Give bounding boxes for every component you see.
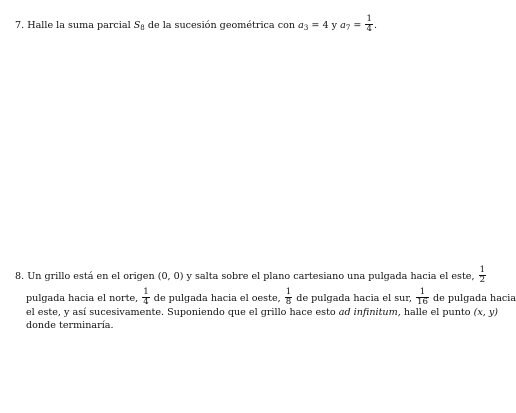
a7-index: 7 [345, 24, 351, 33]
partial-sum-symbol: S [133, 20, 141, 32]
problem-8-line-4-text: donde terminaría. [26, 320, 114, 331]
fraction-denominator: 4 [366, 24, 372, 35]
problem-8-line-1-text: Un grillo está en el origen (0, 0) y salta sobre el plano cartesiano una pulgada hacia el este, [27, 271, 475, 283]
fraction-denominator: 16 [416, 297, 428, 308]
fraction-one-quarter [365, 15, 372, 34]
partial-sum-index: 8 [140, 24, 145, 33]
problem-7 [15, 16, 460, 35]
a7-equals: = [353, 20, 362, 32]
point-xy: (x, y) [473, 307, 499, 318]
fraction-denominator: 2 [479, 275, 486, 286]
problem-8-line-2-a: pulgada hacia el norte, [26, 293, 139, 305]
fraction-numerator: 1 [285, 287, 292, 297]
fraction-one-quarter [142, 288, 149, 307]
fraction-numerator: 1 [366, 14, 372, 24]
fraction-denominator: 4 [143, 297, 149, 308]
problem-7-text-b: de la sucesión geométrica con [147, 20, 296, 32]
fraction-numerator: 1 [416, 288, 429, 298]
problem-7-end: . [373, 20, 378, 32]
fraction-numerator: 1 [143, 287, 149, 297]
fraction-numerator: 1 [479, 265, 486, 275]
problem-7-text-a: Halle la suma parcial [27, 20, 131, 32]
a7-symbol: a [340, 20, 346, 32]
problem-8-line-2 [26, 289, 516, 308]
problem-8-line-3 [26, 307, 498, 319]
problem-8-line-1 [15, 267, 487, 286]
fraction-one-half [479, 266, 486, 285]
problem-8-line-2-c: de pulgada hacia el sur, [296, 293, 412, 305]
a3-index: 3 [303, 24, 309, 33]
problem-8-line-3-a: el este, y así sucesivamente. Suponiendo que el grillo hace esto [26, 307, 336, 318]
fraction-denominator: 8 [285, 297, 292, 308]
problem-7-number: 7. [15, 20, 25, 32]
a3-equation: = 4 y [311, 20, 338, 32]
problem-8-number: 8. [15, 271, 25, 283]
problem-8-line-3-b: halle el punto [403, 307, 471, 318]
fraction-one-sixteenth [416, 288, 429, 307]
problem-8-line-4 [26, 320, 114, 332]
problem-8-line-2-b: de pulgada hacia el oeste, [153, 293, 281, 305]
a3-symbol: a [298, 20, 304, 32]
fraction-one-eighth [285, 288, 292, 307]
ad-infinitum: ad infinitum, [338, 307, 401, 318]
problem-8-line-2-d: de pulgada hacia [432, 293, 516, 305]
